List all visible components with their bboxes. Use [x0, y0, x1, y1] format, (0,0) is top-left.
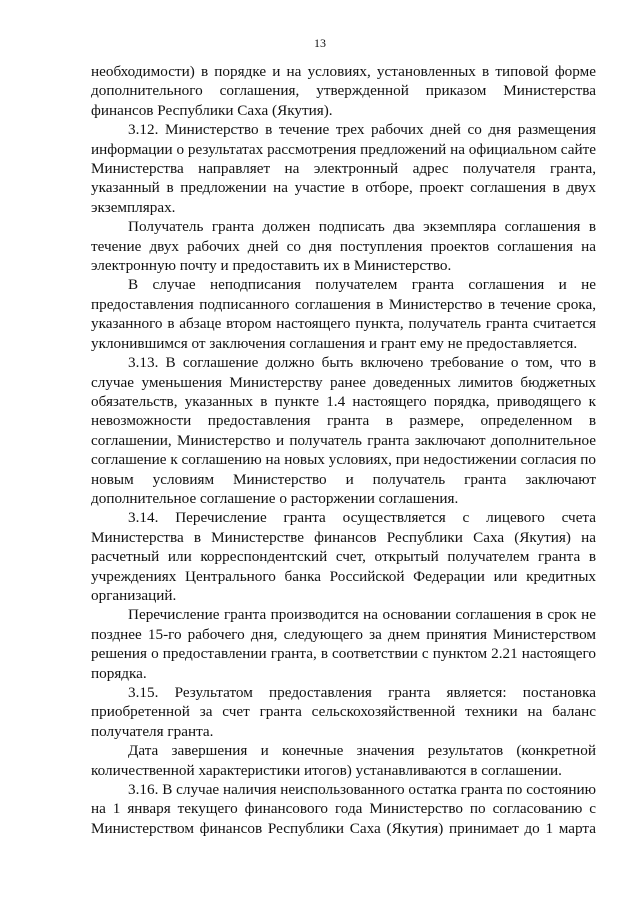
paragraph-continuation: необходимости) в порядке и на условиях, установленных в типовой форме дополнительного соглашения, утвержденной приказом Министерства финансов Республики Саха (Якутия).: [91, 63, 596, 119]
paragraph-3-14: 3.14. Перечисление гранта осуществляется с лицевого счета Министерства в Министерстве финансов Республики Саха (Якутия) на расчетный или корреспондентский счет, открытый получателем гранта в учреждениях Центрального банка Российской Федерации или кредитных организаций.: [91, 509, 596, 604]
paragraph-3-15: 3.15. Результатом предоставления гранта является: постановка приобретенной за счет гранта сельскохозяйственной техники на баланс получателя гранта.: [91, 684, 596, 740]
paragraph-grant-transfer: Перечисление гранта производится на основании соглашения в срок не позднее 15-го рабочего дня, следующего за днем принятия Министерством решения о предоставлении гранта, в соответствии с пунктом 2.21 настоящего порядка.: [91, 606, 596, 682]
paragraph-3-13: 3.13. В соглашение должно быть включено требование о том, что в случае уменьшения Министерству ранее доведенных лимитов бюджетных обязательств, указанных в пункте 1.4 настоящего порядка, приводящего к невозможности предоставления гранта в размере, определенном в соглашении, Министерство и получатель гранта заключают дополнительное соглашение к соглашению на новых условиях, при недостижении согласия по новым условиям Министерство и получатель гранта заключают дополнительное соглашение о расторжении соглашения.: [91, 354, 596, 507]
paragraph-results-date: Дата завершения и конечные значения результатов (конкретной количественной характеристики итогов) устанавливаются в соглашении.: [91, 742, 596, 779]
paragraph-3-16: 3.16. В случае наличия неиспользованного остатка гранта по состоянию на 1 января текущего финансового года Министерство по согласованию с Министерством финансов Республики Саха (Якутия) принимает до 1 марта: [91, 781, 596, 837]
paragraph-3-12: 3.12. Министерство в течение трех рабочих дней со дня размещения информации о результатах рассмотрения предложений на официальном сайте Министерства направляет на электронный адрес получателя гранта, указанный в предложении на участие в отборе, проект соглашения в двух экземплярах.: [91, 121, 596, 216]
paragraph-non-signing: В случае неподписания получателем гранта соглашения и не предоставления подписанного соглашения в Министерство в течение срока, указанного в абзаце втором настоящего пункта, получатель гранта считается уклонившимся от заключения соглашения и грант ему не предоставляется.: [91, 276, 596, 352]
page-number: 13: [314, 36, 326, 50]
document-body: [91, 62, 596, 838]
paragraph-grant-signing: Получатель гранта должен подписать два экземпляра соглашения в течение двух рабочих дней со дня поступления проектов соглашения на электронную почту и предоставить их в Министерство.: [91, 218, 596, 275]
